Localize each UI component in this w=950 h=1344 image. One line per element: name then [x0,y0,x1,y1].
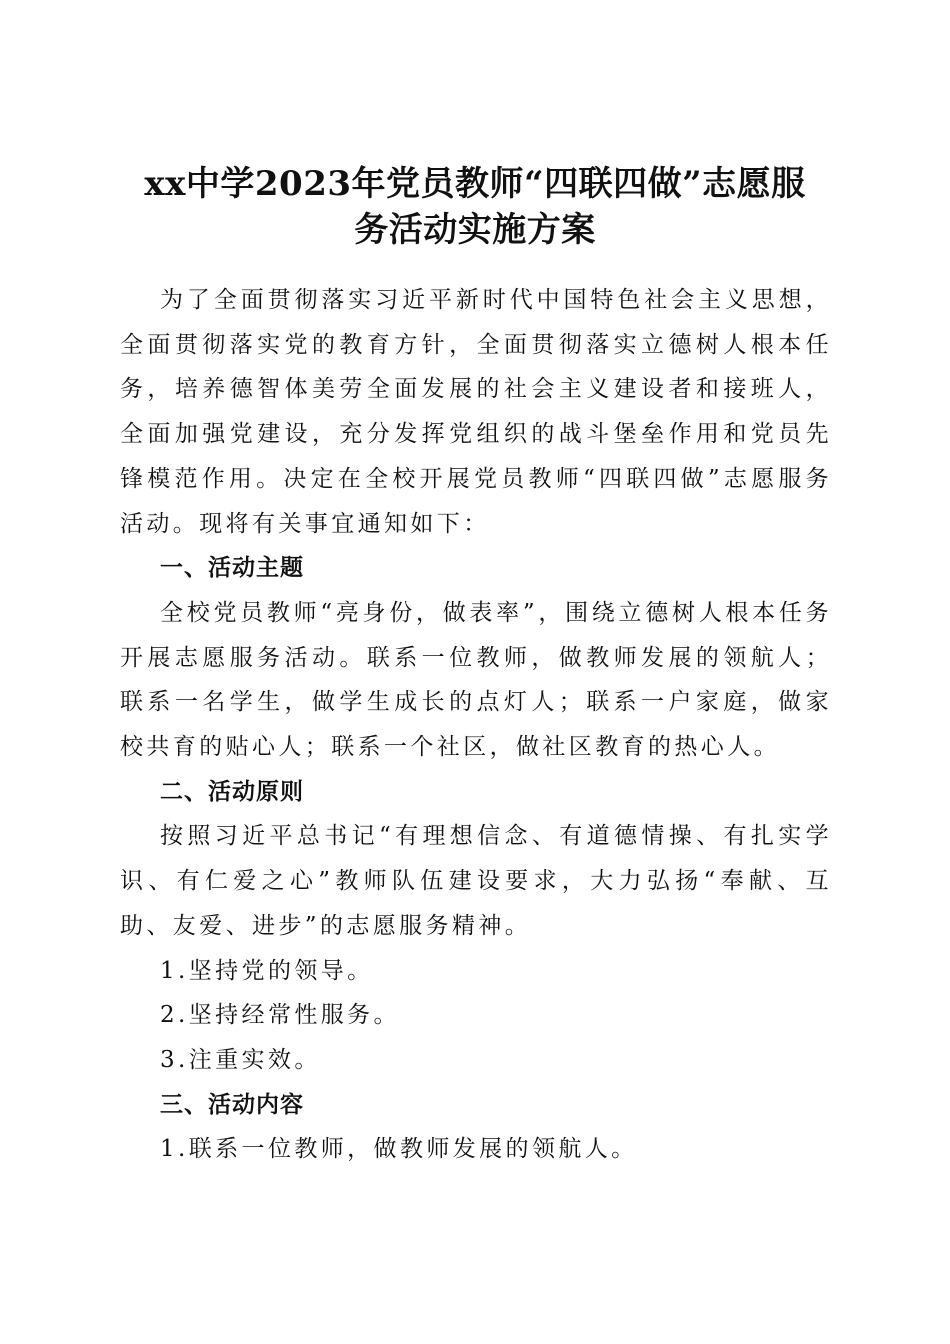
principle-item: 3.注重实效。 [160,1046,321,1073]
principle-item: 2.坚持经常性服务。 [160,1002,400,1029]
title-line-1: xx中学2023年党员教师“四联四做”志愿服 [144,163,806,204]
principle-item: 1.坚持党的领导。 [160,957,374,984]
section-heading-theme: 一、活动主题 [160,555,304,582]
section-paragraph-principles: 按照习近平总书记“有理想信念、有道德情操、有扎实学识、有仁爱之心”教师队伍建设要求，大力弘扬“奉献、互助、友爱、进步”的志愿服务精神。 [120,823,832,939]
section-heading-content: 三、活动内容 [160,1091,304,1118]
title-line-2: 务活动实施方案 [354,209,596,250]
content-item: 1.联系一位教师，做教师发展的领航人。 [160,1136,638,1163]
document-title [100,161,850,253]
document-body [120,278,832,1172]
intro-paragraph: 为了全面贯彻落实习近平新时代中国特色社会主义思想，全面贯彻落实党的教育方针，全面贯彻落实立德树人根本任务，培养德智体美劳全面发展的社会主义建设者和接班人，全面加强党建设，充分发挥党组织的战斗堡垒作用和党员先锋模范作用。决定在全校开展党员教师“四联四做”志愿服务活动。现将有关事宜通知如下： [120,287,832,537]
section-paragraph-theme: 全校党员教师“亮身份，做表率”，围绕立德树人根本任务开展志愿服务活动。联系一位教师，做教师发展的领航人；联系一名学生，做学生成长的点灯人；联系一户家庭，做家校共育的贴心人；联系一个社区，做社区教育的热心人。 [120,599,832,761]
section-heading-principles: 二、活动原则 [160,778,304,805]
